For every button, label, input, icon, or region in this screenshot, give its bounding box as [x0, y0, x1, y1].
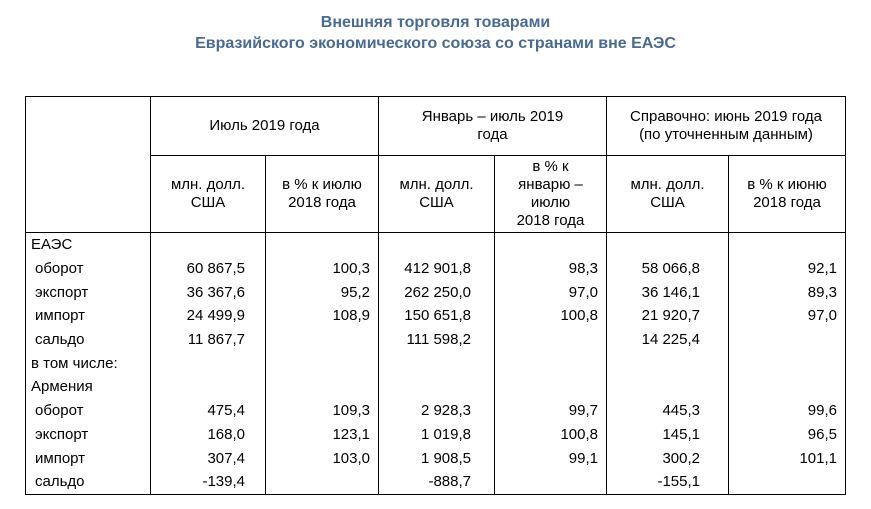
row-label: импорт: [26, 446, 151, 470]
table-cell: [729, 375, 846, 399]
table-cell: -155,1: [607, 470, 729, 494]
table-cell: 92,1: [729, 257, 846, 281]
table-cell: 11 867,7: [151, 328, 266, 352]
table-cell: 101,1: [729, 446, 846, 470]
table-cell: 109,3: [266, 399, 379, 423]
row-label: импорт: [26, 304, 151, 328]
table-cell: [266, 328, 379, 352]
table-cell: [495, 375, 607, 399]
table-cell: 97,0: [495, 280, 607, 304]
table-row: [26, 280, 846, 304]
table-cell: 99,6: [729, 399, 846, 423]
table-cell: [379, 375, 495, 399]
table-cell: 108,9: [266, 304, 379, 328]
table-cell: -139,4: [151, 470, 266, 494]
table-row: [26, 423, 846, 447]
table-cell: 111 598,2: [379, 328, 495, 352]
table-cell: 123,1: [266, 423, 379, 447]
table-cell: 24 499,9: [151, 304, 266, 328]
table-row: [26, 446, 846, 470]
subheader-pct-july: в % к июлю 2018 года: [266, 156, 379, 233]
table-cell: 145,1: [607, 423, 729, 447]
row-group-label: в том числе:: [26, 351, 151, 375]
table-cell: [495, 233, 607, 257]
table-cell: [379, 233, 495, 257]
table-row: [26, 328, 846, 352]
subheader-usd-jan-jul: млн. долл. США: [379, 156, 495, 233]
table-cell: 100,8: [495, 304, 607, 328]
table-cell: [495, 351, 607, 375]
row-group-label: ЕАЭС: [26, 233, 151, 257]
row-label: оборот: [26, 257, 151, 281]
table-row: [26, 375, 846, 399]
trade-table: [25, 96, 846, 495]
table-cell: 100,3: [266, 257, 379, 281]
table-cell: 1 019,8: [379, 423, 495, 447]
row-label: сальдо: [26, 470, 151, 494]
subheader-usd-june: млн. долл. США: [607, 156, 729, 233]
table-cell: 445,3: [607, 399, 729, 423]
table-cell: -888,7: [379, 470, 495, 494]
table-cell: 21 920,7: [607, 304, 729, 328]
table-cell: [607, 233, 729, 257]
table-cell: 103,0: [266, 446, 379, 470]
table-cell: 96,5: [729, 423, 846, 447]
header-corner: [26, 97, 151, 233]
table-cell: 150 651,8: [379, 304, 495, 328]
table-cell: [729, 328, 846, 352]
row-label: оборот: [26, 399, 151, 423]
table-row: [26, 233, 846, 257]
table-cell: 89,3: [729, 280, 846, 304]
table-cell: 60 867,5: [151, 257, 266, 281]
table-cell: 98,3: [495, 257, 607, 281]
table-cell: [151, 375, 266, 399]
table-cell: 168,0: [151, 423, 266, 447]
header-group-june-2019-reference: Справочно: июнь 2019 года (по уточненным данным): [607, 97, 846, 156]
table-cell: 99,1: [495, 446, 607, 470]
header-group-july-2019: Июль 2019 года: [151, 97, 379, 156]
table-row: [26, 257, 846, 281]
table-cell: 95,2: [266, 280, 379, 304]
table-cell: [607, 375, 729, 399]
table-cell: 36 367,6: [151, 280, 266, 304]
table-cell: 100,8: [495, 423, 607, 447]
table-cell: 2 928,3: [379, 399, 495, 423]
table-cell: [729, 233, 846, 257]
header-group-jan-jul-2019: Январь – июль 2019 года: [379, 97, 607, 156]
table-row: [26, 351, 846, 375]
row-label: сальдо: [26, 328, 151, 352]
table-cell: 412 901,8: [379, 257, 495, 281]
table-cell: [266, 351, 379, 375]
table-cell: 99,7: [495, 399, 607, 423]
table-row: [26, 399, 846, 423]
report-title-line-1: Внешняя торговля товарами: [320, 14, 551, 31]
table-cell: [266, 470, 379, 494]
table-cell: [729, 470, 846, 494]
table-cell: 307,4: [151, 446, 266, 470]
table-cell: 1 908,5: [379, 446, 495, 470]
table-cell: [151, 351, 266, 375]
subheader-pct-june: в % к июню 2018 года: [729, 156, 846, 233]
subheader-pct-jan-jul: в % к январю – июлю 2018 года: [495, 156, 607, 233]
table-cell: [379, 351, 495, 375]
table-cell: [729, 351, 846, 375]
table-cell: [495, 328, 607, 352]
row-label: экспорт: [26, 280, 151, 304]
row-label: экспорт: [26, 423, 151, 447]
table-cell: 262 250,0: [379, 280, 495, 304]
table-cell: [495, 470, 607, 494]
table-cell: [607, 351, 729, 375]
report-title-line-2: Евразийского экономического союза со странами вне ЕАЭС: [195, 35, 676, 52]
table-row: [26, 304, 846, 328]
subheader-usd-july: млн. долл. США: [151, 156, 266, 233]
row-group-label: Армения: [26, 375, 151, 399]
table-cell: [266, 375, 379, 399]
table-cell: [266, 233, 379, 257]
table-cell: 97,0: [729, 304, 846, 328]
table-cell: 36 146,1: [607, 280, 729, 304]
table-cell: 14 225,4: [607, 328, 729, 352]
table-row: [26, 470, 846, 494]
table-cell: 300,2: [607, 446, 729, 470]
table-cell: 475,4: [151, 399, 266, 423]
table-cell: [151, 233, 266, 257]
table-cell: 58 066,8: [607, 257, 729, 281]
